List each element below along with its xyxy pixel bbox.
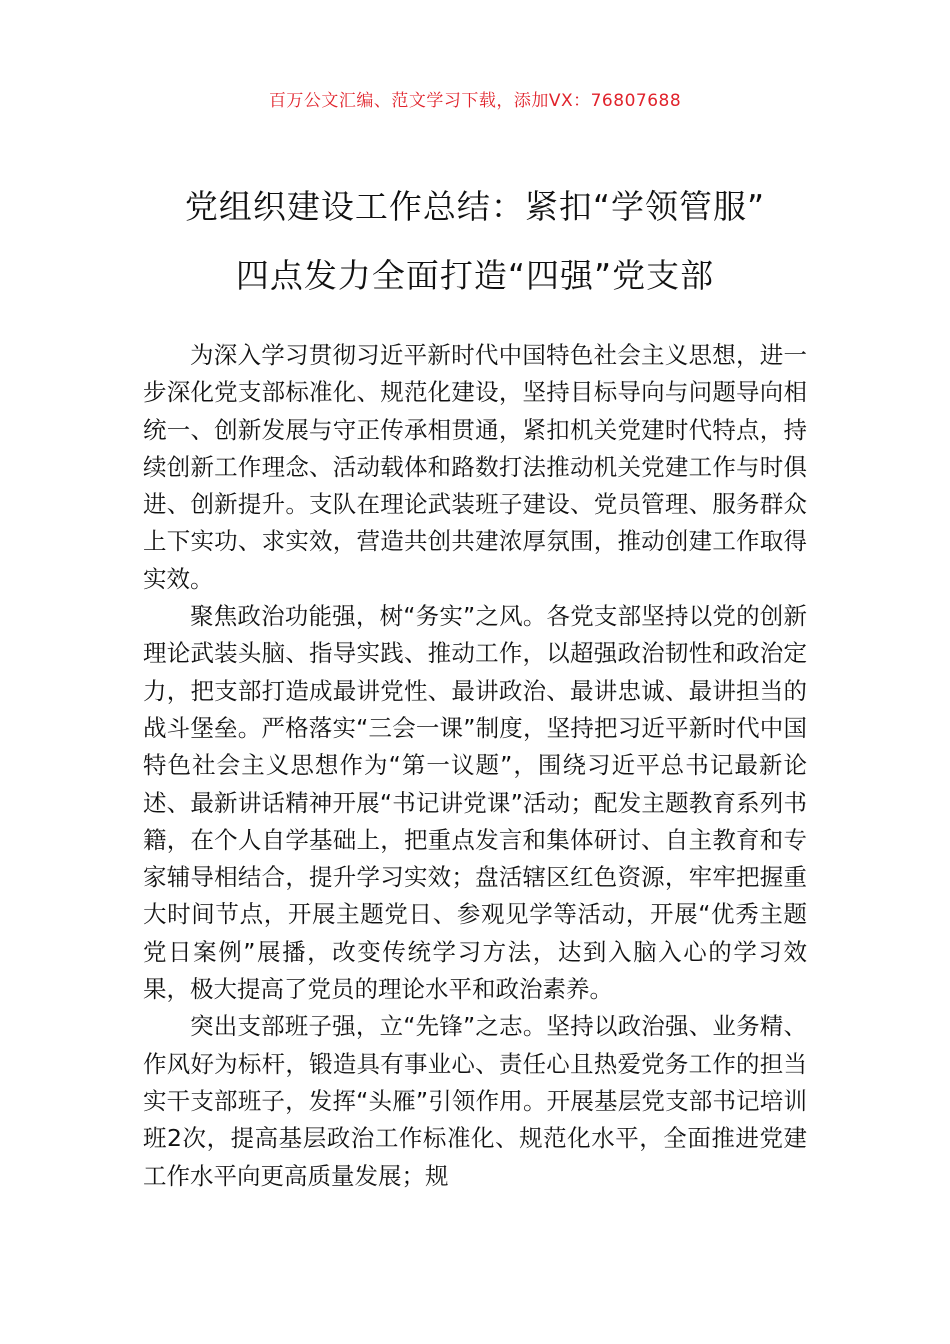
document-title-line-2: 四点发力全面打造“四强”党支部 [235, 256, 715, 295]
paragraph-intro: 为深入学习贯彻习近平新时代中国特色社会主义思想，进一步深化党支部标准化、规范化建设，坚持目标导向与问题导向相统一、创新发展与守正传承相贯通，紧扣机关党建时代特点，持续创新工作理念、活动载体和路数打法推动机关党建工作与时俱进、创新提升。支队在理论武装班子建设、党员管理、服务群众上下实功、求实效，营造共创共建浓厚氛围，推动创建工作取得实效。 [143, 341, 807, 593]
document-body [143, 337, 807, 1195]
document-title-line-1: 党组织建设工作总结：紧扣“学领管服” [184, 187, 766, 226]
paragraph-branch-leadership: 突出支部班子强，立“先锋”之志。坚持以政治强、业务精、作风好为标杆，锻造具有事业心、责任心且热爱党务工作的担当实干支部班子，发挥“头雁”引领作用。开展基层党支部书记培训班2次，提高基层政治工作标准化、规范化水平，全面推进党建工作水平向更高质量发展；规 [143, 1012, 807, 1190]
header-promo-note: 百万公文汇编、范文学习下载，添加VX：76807688 [268, 91, 682, 111]
paragraph-political-function: 聚焦政治功能强，树“务实”之风。各党支部坚持以党的创新理论武装头脑、指导实践、推动工作，以超强政治韧性和政治定力，把支部打造成最讲党性、最讲政治、最讲忠诚、最讲担当的战斗堡垒。严格落实“三会一课”制度，坚持把习近平新时代中国特色社会主义思想作为“第一议题”，围绕习近平总书记最新论述、最新讲话精神开展“书记讲党课”活动；配发主题教育系列书籍，在个人自学基础上，把重点发言和集体研讨、自主教育和专家辅导相结合，提升学习实效；盘活辖区红色资源，牢牢把握重大时间节点，开展主题党日、参观见学等活动，开展“优秀主题党日案例”展播，改变传统学习方法，达到入脑入心的学习效果，极大提高了党员的理论水平和政治素养。 [143, 602, 807, 1004]
